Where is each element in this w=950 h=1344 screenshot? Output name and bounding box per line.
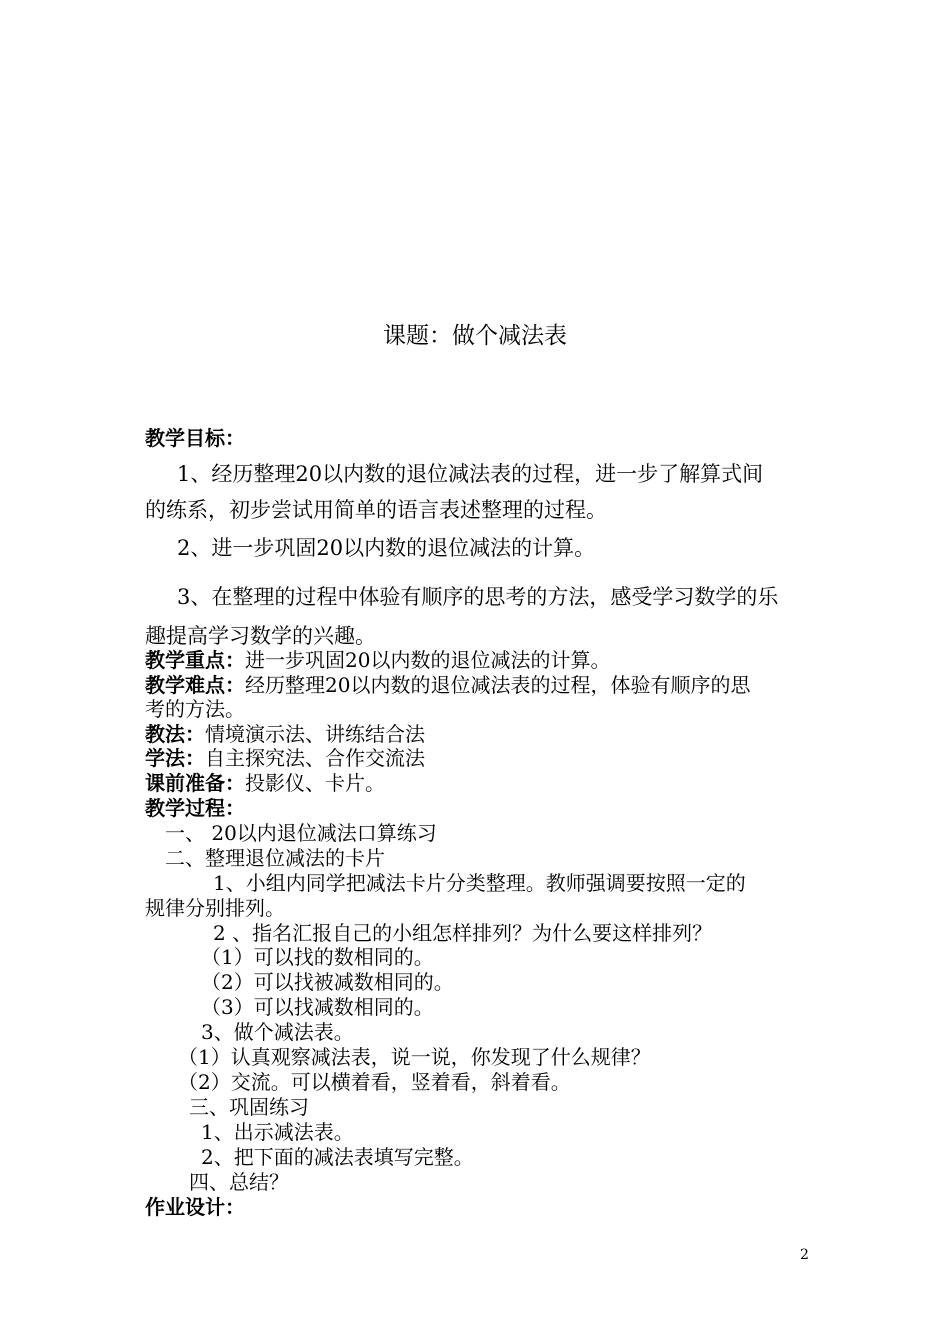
section-2-item-2-b: （2）可以找被减数相同的。 [201,970,454,994]
preparation-label: 课前准备： [145,771,245,795]
learning-method-text: 自主探究法、合作交流法 [205,746,425,770]
section-2-item-1-line-2: 规律分别排列。 [145,896,285,920]
preparation-text: 投影仪、卡片。 [245,771,385,795]
difficulty-label: 教学难点： [145,673,245,697]
page-number: 2 [800,1247,809,1263]
section-2-item-1-line-1: 1、小组内同学把减法卡片分类整理。教师强调要按照一定的 [213,871,746,895]
objective-1-line-1: 1、经历整理20以内数的退位减法表的过程，进一步了解算式间 [177,462,764,486]
process-heading: 教学过程： [145,796,245,820]
key-point-text: 进一步巩固20以内数的退位减法的计算。 [245,648,611,672]
difficulty [145,673,750,697]
section-2-item-3-a: （1）认真观察减法表，说一说，你发现了什么规律？ [178,1045,651,1069]
section-3-item-2: 2、把下面的减法表填写完整。 [201,1145,474,1169]
difficulty-text-line-1: 经历整理20以内数的退位减法表的过程，体验有顺序的思 [245,673,751,697]
teaching-method [145,722,425,746]
section-2-item-3-b: （2）交流。可以横着看，竖着看，斜着看。 [178,1070,571,1094]
learning-method-label: 学法： [145,746,205,770]
section-4: 四、总结？ [189,1170,289,1194]
lesson-title: 课题：做个减法表 [383,323,567,349]
learning-method [145,746,425,770]
key-point-label: 教学重点： [145,648,245,672]
section-2: 二、整理退位减法的卡片 [165,846,385,870]
section-2-item-2-c: （3）可以找减数相同的。 [201,995,434,1019]
homework-heading: 作业设计： [145,1195,245,1219]
section-2-item-2-a: （1）可以找的数相同的。 [201,945,434,969]
teaching-method-label: 教法： [145,722,205,746]
objectives-heading: 教学目标： [145,426,245,450]
section-3-item-1: 1、出示减法表。 [201,1120,354,1144]
section-2-item-2: 2 、指名汇报自己的小组怎样排列？为什么要这样排列？ [213,921,713,945]
section-2-item-3: 3、做个减法表。 [201,1020,354,1044]
preparation [145,771,385,795]
objective-3-line-1: 3、在整理的过程中体验有顺序的思考的方法，感受学习数学的乐 [177,585,779,609]
difficulty-text-line-2: 考的方法。 [145,697,245,721]
section-1: 一、 20以内退位减法口算练习 [165,821,437,845]
objective-3-line-2: 趣提高学习数学的兴趣。 [145,624,376,648]
objective-1-line-2: 的练系，初步尝试用简单的语言表述整理的过程。 [145,498,607,522]
section-3: 三、巩固练习 [189,1095,309,1119]
key-point [145,648,610,672]
objective-2: 2、进一步巩固20以内数的退位减法的计算。 [177,536,596,560]
teaching-method-text: 情境演示法、讲练结合法 [205,722,425,746]
